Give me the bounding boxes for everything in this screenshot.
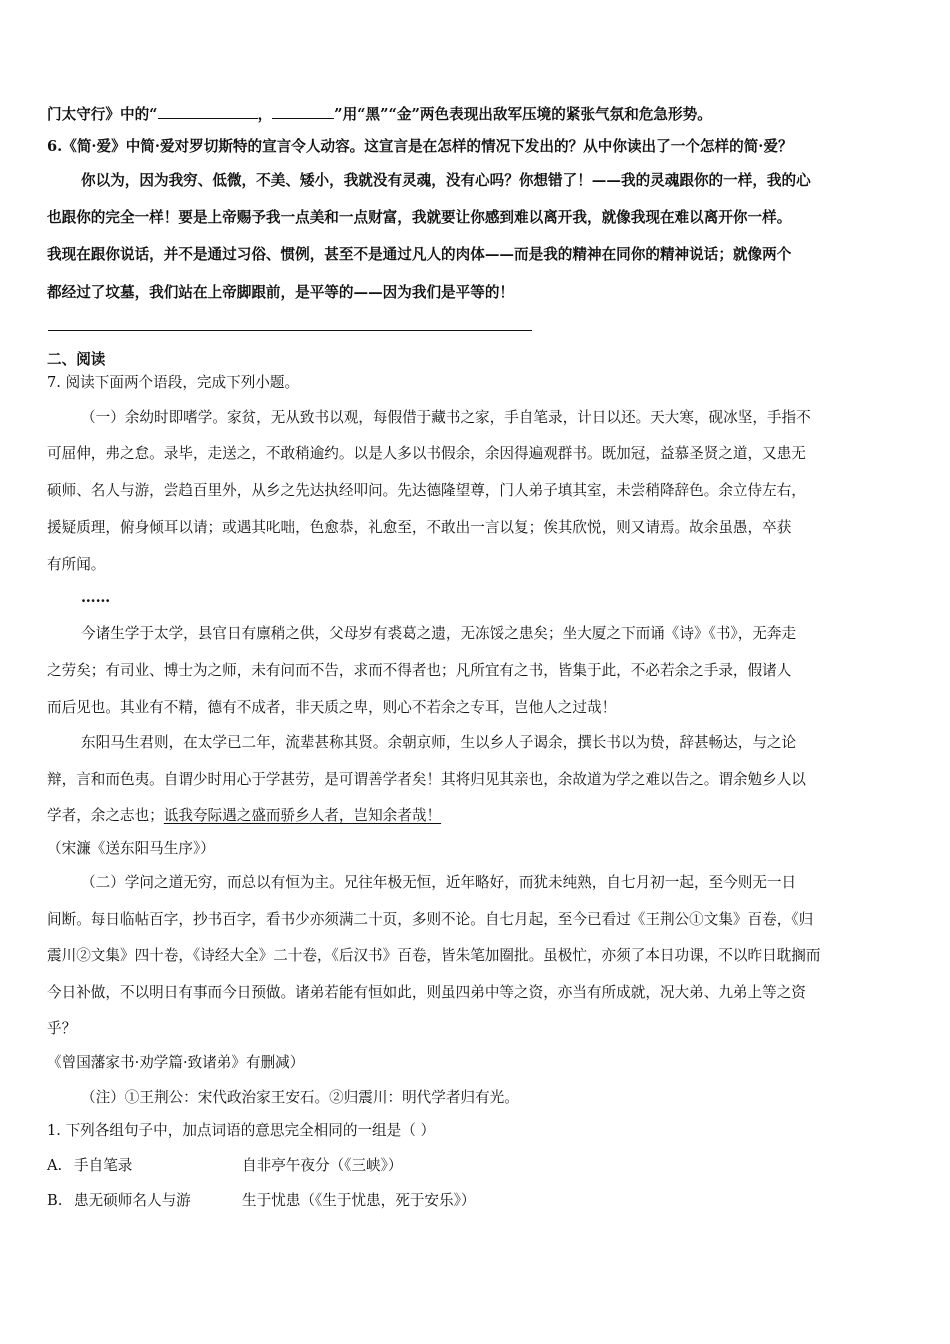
passage2-line: 而后见也。其业有不精，德有不成者，非天质之卑，则心不若余之专耳，岂他人之过哉！ [47,699,617,716]
passage1-line: 可屈伸，弗之怠。录毕，走送之，不敢稍逾约。以是人多以书假余，余因得遍观群书。既加冠，益慕圣贤之道，又患无 [47,445,806,462]
passage1-line: 硕师、名人与游，尝趋百里外，从乡之先达执经叩问。先达德隆望尊，门人弟子填其室，未尝稍降辞色。余立侍左右， [47,482,806,499]
passage3-line: 辩，言和而色夷。自谓少时用心于学甚劳，是可谓善学者矣！其将归见其亲也，余故道为学之难以告之。谓余勉乡人以 [47,771,806,788]
option-letter: A. [47,1157,63,1174]
q5-prefix: 门太守行》中的“ [47,106,158,123]
source-citation-1: （宋濂《送东阳马生序》） [47,840,215,857]
passage4-line: 今日补做，不以明日有事而今日预做。诸弟若能有恒如此，则虽四弟中等之资，亦当有所成就，况大弟、九弟上等之资 [47,984,806,1001]
option-left-text: 患无硕师名人与游 [74,1192,191,1209]
ellipsis: …… [81,589,111,606]
passage3-last-plain: 学者，余之志也； [47,807,164,824]
annotation-note: （注）①王荆公：宋代政治家王安石。②归震川：明代学者归有光。 [81,1089,519,1106]
q6-quote-line: 我现在跟你说话，并不是通过习俗、惯例，甚至不是通过凡人的肉体——而是我的精神在同你的精神说话；就像两个 [47,246,792,263]
q5-tail-line [47,104,712,125]
passage4-line: （二）学问之道无穷，而总以有恒为主。兄往年极无恒，近年略好，而犹未纯熟，自七月初一起，至今则无一日 [81,874,797,891]
option-right-text: 自非亭午夜分（《三峡》） [242,1157,403,1174]
source-citation-2: 《曾国藩家书·劝学篇·致诸弟》有删减） [47,1054,305,1071]
passage4-line: 乎？ [47,1020,77,1037]
section-heading: 二、阅读 [47,351,106,368]
passage1-line: 有所闻。 [47,556,106,573]
answer-blank-2[interactable] [272,104,334,119]
q5-comma: ， [257,106,273,123]
passage2-line: 之劳矣；有司业、博士为之师，未有问而不告，求而不得者也；凡所宜有之书，皆集于此，不必若余之手录，假诸人 [47,662,792,679]
underlined-sentence: 诋我夸际遇之盛而骄乡人者，岂知余者哉！ [163,807,442,824]
q6-quote-line: 也跟你的完全一样！要是上帝赐予我一点美和一点财富，我就要让你感到难以离开我，就像我现在难以离开你一样。 [47,209,792,226]
q7-prompt: 7. 阅读下面两个语段，完成下列小题。 [47,374,300,391]
passage3-last-line [47,806,441,826]
answer-line[interactable] [48,330,532,331]
answer-blank-1[interactable] [158,104,258,119]
passage1-line: 援疑质理，俯身倾耳以请；或遇其叱咄，色愈恭，礼愈至，不敢出一言以复；俟其欣悦，则又请焉。故余虽愚，卒获 [47,519,792,536]
passage1-line: （一）余幼时即嗜学。家贫，无从致书以观，每假借于藏书之家，手自笔录，计日以还。天大寒，砚冰坚，手指不 [81,409,811,426]
option-left-text: 手自笔录 [74,1157,133,1174]
option-letter: B. [47,1192,63,1209]
option-a[interactable] [47,1156,403,1176]
q6-quote-line: 都经过了坟墓，我们站在上帝脚跟前，是平等的——因为我们是平等的！ [47,284,515,301]
passage3-line: 东阳马生君则，在太学已二年，流辈甚称其贤。余朝京师，生以乡人子谒余，撰长书以为贽，辞甚畅达，与之论 [81,734,797,751]
option-right-text: 生于忧患（《生于忧患，死于安乐》） [242,1192,476,1209]
option-b[interactable] [47,1191,476,1211]
passage2-line: 今诸生学于太学，县官日有廪稍之供，父母岁有裘葛之遗，无冻馁之患矣；坐大厦之下而诵《诗》《书》，无奔走 [81,625,797,642]
sub-question-1: 1. 下列各组句子中，加点词语的意思完全相同的一组是（ ） [47,1122,436,1139]
passage4-line: 震川②文集》四十卷，《诗经大全》二十卷，《后汉书》百卷，皆朱笔加圈批。虽极忙，亦须了本日功课，不以昨日耽搁而 [47,947,821,964]
q6-quote-line: 你以为，因为我穷、低微，不美、矮小，我就没有灵魂，没有心吗？你想错了！——我的灵魂跟你的一样，我的心 [81,172,811,189]
passage4-line: 间断。每日临帖百字，抄书百字，看书少亦须满二十页，多则不论。自七月起，至今已看过《王荆公①文集》百卷，《归 [47,911,814,928]
q6-prompt: 6.《简·爱》中简·爱对罗切斯特的宣言令人动容。这宣言是在怎样的情况下发出的？从中你读出了一个怎样的简·爱？ [47,138,793,155]
q5-suffix: ”用“黑”“金”两色表现出敌军压境的紧张气氛和危急形势。 [334,106,712,123]
